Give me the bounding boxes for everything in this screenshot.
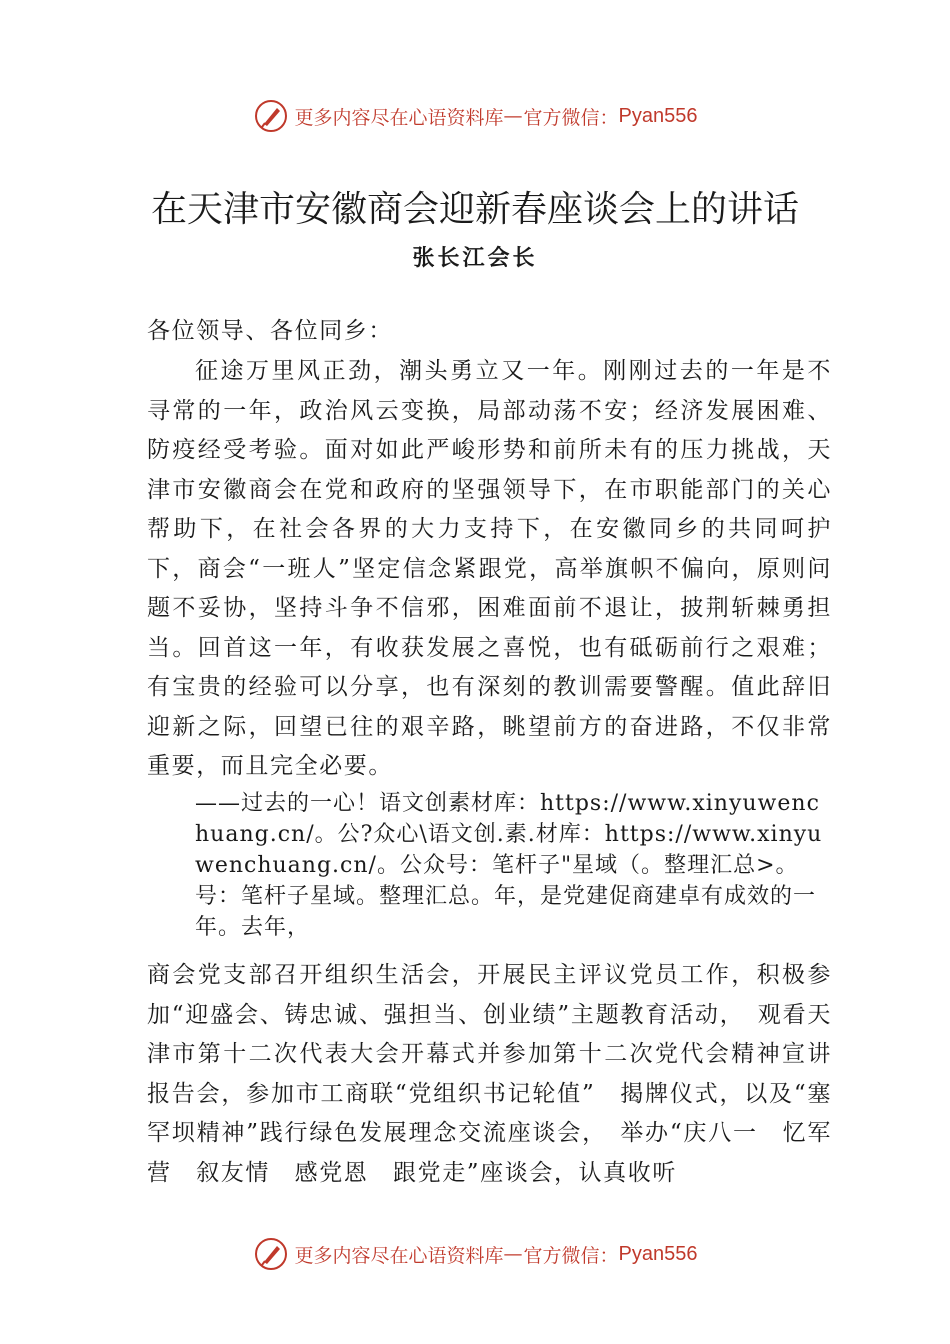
watermark-header: [0, 96, 950, 136]
quill-pen-seal-icon: [253, 1236, 289, 1272]
watermark-footer: [0, 1234, 950, 1274]
document-title: 在天津市安徽商会迎新春座谈会上的讲话: [150, 189, 799, 230]
watermark-separator: —: [503, 105, 524, 127]
watermark-brand: 更多内容尽在心语资料库: [294, 106, 504, 129]
paragraph-2: 商会党支部召开组织生活会，开展民主评议党员工作，积极参加“迎盛会、铸忠诚、强担当、创业绩”主题教育活动， 观看天津市第十二次代表大会开幕式并参加第十二次党代会精神宣讲报告会，参加市工商联“党组织书记轮值” 揭牌仪式，以及“塞罕坝精神”践行绿色发展理念交流座谈会， 举办“庆八一 忆军营 叙友情 感党恩 跟党走”座谈会，认真收听: [147, 962, 832, 1186]
watermark-separator: —: [503, 1243, 524, 1265]
watermark-brand: 更多内容尽在心语资料库: [294, 1244, 504, 1267]
quill-pen-seal-icon: [253, 98, 289, 134]
watermark-account: Pyan556: [618, 1242, 698, 1265]
watermark-account: Pyan556: [618, 104, 698, 127]
salutation: 各位领导、各位同乡：: [147, 318, 393, 344]
document-author: 张长江会长: [412, 245, 538, 271]
watermark-wechat-label: 官方微信：: [523, 1244, 619, 1267]
watermark-wechat-label: 官方微信：: [523, 106, 619, 129]
paragraph-1: 征途万里风正劲，潮头勇立又一年。刚刚过去的一年是不寻常的一年，政治风云变换，局部动荡不安；经济发展困难、防疫经受考验。面对如此严峻形势和前所未有的压力挑战，天津市安徽商会在党和政府的坚强领导下，在市职能部门的关心帮助下，在社会各界的大力支持下，在安徽同乡的共同呵护下，商会“一班人”坚定信念紧跟党，高举旗帜不偏向，原则问题不妥协，坚持斗争不信邪，困难面前不退让，披荆斩棘勇担当。回首这一年，有收获发展之喜悦，也有砥砺前行之艰难；有宝贵的经验可以分享，也有深刻的教训需要警醒。值此辞旧迎新之际，回望已往的艰辛路，眺望前方的奋进路，不仅非常重要，而且完全必要。: [147, 358, 832, 779]
quote-block: ——过去的一心！语文创素材库：https://www.xinyuwenchuang.cn/。公?众心\语文创.素.材库：https://www.xinyuwenchuang.cn/。公众号：笔杆子"星域（。整理汇总>。号：笔杆子星域。整理汇总。年，是党建促商建卓有成效的一年。去年，: [195, 791, 823, 940]
